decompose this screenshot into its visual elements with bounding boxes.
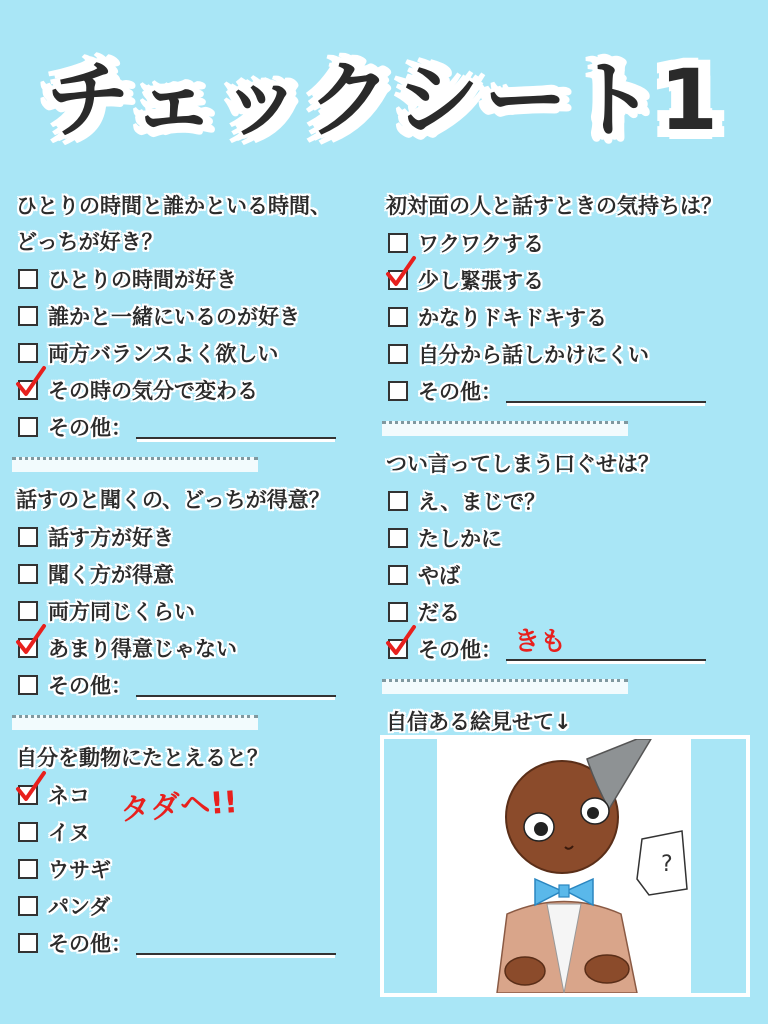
q1-option-3[interactable]: 両方バランスよく欲しい: [12, 334, 382, 371]
q1-question-line2: どっちが好き？: [16, 230, 163, 254]
checkbox[interactable]: [388, 565, 408, 585]
q3-question: 自分を動物にたとえると？: [16, 746, 268, 770]
character-drawing: [437, 739, 691, 993]
section-divider: [382, 421, 628, 436]
checkbox[interactable]: [18, 859, 38, 879]
checkbox[interactable]: [18, 933, 38, 953]
q3-option-3[interactable]: ウサギ: [12, 850, 382, 887]
q4-option-5[interactable]: その他：: [382, 372, 752, 409]
q3-option-4[interactable]: パンダ: [12, 887, 382, 924]
section-q3: [12, 740, 382, 961]
q2-option-2[interactable]: 聞く方が得意: [12, 555, 382, 592]
q5-option-4[interactable]: だる: [382, 593, 752, 630]
other-blank-line[interactable]: [136, 415, 336, 439]
checkbox[interactable]: [18, 306, 38, 326]
checkbox-checked[interactable]: [18, 380, 38, 400]
check-mark-icon: [14, 364, 50, 400]
checkbox-checked[interactable]: [388, 270, 408, 290]
q2-option-4[interactable]: あまり得意じゃない: [12, 629, 382, 666]
section-divider: [12, 715, 258, 730]
checkbox[interactable]: [388, 528, 408, 548]
checkbox[interactable]: [388, 602, 408, 622]
q3-option-5[interactable]: その他：: [12, 924, 382, 961]
page-title-wrap: [0, 18, 768, 168]
checkbox[interactable]: [388, 307, 408, 327]
checkbox[interactable]: [18, 601, 38, 621]
section-q2: [12, 482, 382, 703]
page-title: チェックシート1: [46, 50, 722, 149]
q1-option-2[interactable]: 誰かと一緒にいるのが好き: [12, 297, 382, 334]
section-divider: [382, 679, 628, 694]
section-q1: [12, 188, 382, 445]
checkbox[interactable]: [388, 233, 408, 253]
bubble-question-mark: ?: [661, 852, 673, 877]
checkbox-checked[interactable]: [388, 639, 408, 659]
q4-option-2[interactable]: 少し緊張する: [382, 261, 752, 298]
q3-option-1[interactable]: ネコ タダヘ!!: [12, 776, 382, 813]
q3-handwritten-note: タダヘ!!: [119, 784, 239, 828]
check-mark-icon: [14, 769, 50, 805]
q5-option-2[interactable]: たしかに: [382, 519, 752, 556]
section-q5: [382, 446, 752, 667]
checkbox[interactable]: [18, 527, 38, 547]
section-divider: [12, 457, 258, 472]
checkbox[interactable]: [18, 564, 38, 584]
q1-option-1[interactable]: ひとりの時間が好き: [12, 260, 382, 297]
checkbox[interactable]: [388, 381, 408, 401]
other-blank-line[interactable]: [506, 626, 706, 661]
q1-option-4[interactable]: その時の気分で変わる: [12, 371, 382, 408]
other-blank-line[interactable]: [506, 379, 706, 403]
checkbox[interactable]: [18, 822, 38, 842]
q1-option-5[interactable]: その他：: [12, 408, 382, 445]
q5-option-5[interactable]: その他： きも: [382, 630, 752, 667]
section-q4: [382, 188, 752, 409]
q5-handwritten-note: きも: [514, 626, 567, 657]
q2-option-1[interactable]: 話す方が好き: [12, 518, 382, 555]
checkbox[interactable]: [388, 344, 408, 364]
drawing-frame: [380, 735, 750, 997]
checkbox[interactable]: [18, 343, 38, 363]
q4-option-3[interactable]: かなりドキドキする: [382, 298, 752, 335]
check-mark-icon: [384, 254, 420, 290]
character-illustration-icon: [437, 739, 691, 993]
q2-option-3[interactable]: 両方同じくらい: [12, 592, 382, 629]
checkbox[interactable]: [18, 269, 38, 289]
checkbox[interactable]: [18, 896, 38, 916]
check-mark-icon: [14, 622, 50, 658]
q4-question: 初対面の人と話すときの気持ちは？: [386, 194, 722, 218]
left-column: [12, 188, 382, 961]
q5-question: つい言ってしまう口ぐせは？: [386, 452, 659, 476]
right-column: [382, 188, 752, 740]
q4-option-1[interactable]: ワクワクする: [382, 224, 752, 261]
q4-option-4[interactable]: 自分から話しかけにくい: [382, 335, 752, 372]
q2-option-5[interactable]: その他：: [12, 666, 382, 703]
q1-question-line1: ひとりの時間と誰かといる時間、: [16, 194, 331, 218]
checkbox[interactable]: [18, 675, 38, 695]
other-blank-line[interactable]: [136, 931, 336, 955]
checkbox[interactable]: [18, 417, 38, 437]
checkbox[interactable]: [388, 491, 408, 511]
check-mark-icon: [384, 623, 420, 659]
checkbox-checked[interactable]: [18, 638, 38, 658]
q3-option-2[interactable]: イヌ: [12, 813, 382, 850]
checkbox-checked[interactable]: [18, 785, 38, 805]
q5-option-1[interactable]: え、まじで？: [382, 482, 752, 519]
q6-question: 自信ある絵見せて↓: [386, 710, 572, 734]
q2-question: 話すのと聞くの、どっちが得意？: [16, 488, 330, 512]
other-blank-line[interactable]: [136, 673, 336, 697]
q5-option-3[interactable]: やば: [382, 556, 752, 593]
